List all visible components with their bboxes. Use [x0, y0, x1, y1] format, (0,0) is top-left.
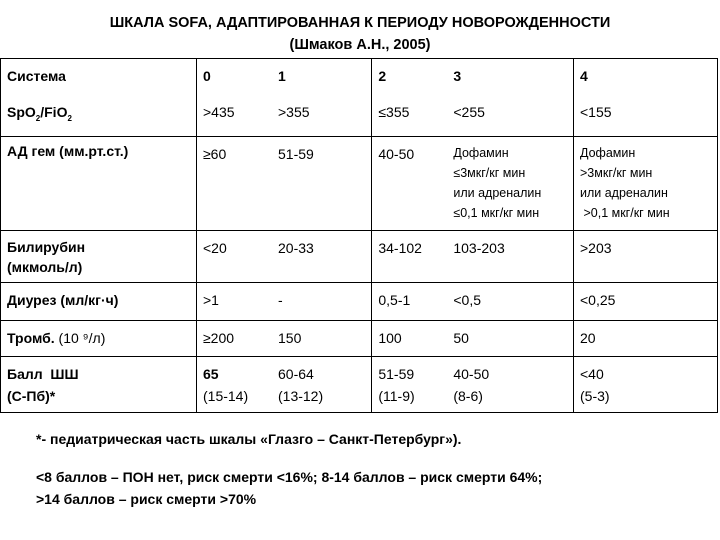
bp-value-4: Дофамин >3мкг/кг мин или адреналин >0,1 мкг/кг мин: [574, 137, 718, 231]
bp-value-0: ≥60: [203, 146, 227, 162]
gcs-range-3: (8-6): [453, 388, 483, 404]
title-line-2: (Шмаков А.Н., 2005): [289, 37, 431, 53]
platelets-value-2: 100: [378, 330, 402, 346]
diuresis-value-3: <0,5: [453, 292, 481, 308]
header-scores-2-3: [372, 59, 574, 137]
gcs-value-3: 40-50: [453, 366, 490, 382]
bilirubin-label: Билирубин (мкмоль/л): [1, 231, 197, 283]
table-row-platelets: [1, 321, 718, 357]
gcs-value-4: <40: [580, 366, 604, 382]
spo2-value-0: >435: [203, 104, 235, 120]
score-2: 2: [378, 68, 387, 84]
diuresis-label: Диурез (мл/кг·ч): [1, 283, 197, 321]
bp-label: АД гем (мм.рт.ст.): [1, 137, 197, 231]
platelets-value-4: 20: [574, 321, 718, 357]
bilirubin-value-2: 34-102: [378, 240, 422, 256]
diuresis-value-0: >1: [203, 292, 219, 308]
table-row-gcs: [1, 357, 718, 413]
spo2-value-3: <255: [453, 104, 485, 120]
notes-section: [36, 428, 706, 510]
gcs-label: Балл ШШ (С-Пб)*: [1, 357, 197, 413]
platelets-label: Тромб. (10 ⁹/л): [1, 321, 197, 357]
table-row-bp: [1, 137, 718, 231]
diuresis-value-2: 0,5-1: [378, 292, 411, 308]
gcs-value-1: 60-64: [278, 366, 314, 382]
platelets-value-1: 150: [278, 330, 302, 346]
score-0: 0: [203, 68, 211, 84]
bilirubin-value-1: 20-33: [278, 240, 314, 256]
header-system-label: Система: [7, 68, 66, 84]
spo2-value-4: <155: [580, 104, 612, 120]
prognosis-line-1: <8 баллов – ПОН нет, риск смерти <16%; 8-14 баллов – риск смерти 64%;: [36, 469, 543, 485]
bp-value-2: 40-50: [378, 146, 415, 162]
header-scores-0-2: [197, 59, 372, 137]
title-line-1: ШКАЛА SOFA, АДАПТИРОВАННАЯ К ПЕРИОДУ НОВОРОЖДЕННОСТИ: [109, 15, 611, 31]
header-score-4: [574, 59, 718, 137]
diuresis-value-1: -: [278, 292, 283, 308]
bilirubin-value-0: <20: [203, 240, 227, 256]
bilirubin-value-3: 103-203: [453, 240, 505, 256]
diuresis-value-4: <0,25: [574, 283, 718, 321]
spo2-value-2: ≤355: [378, 104, 410, 120]
bilirubin-value-4: >203: [574, 231, 718, 283]
bp-value-3: Дофамин ≤3мкг/кг мин или адреналин ≤0,1 мкг/кг мин: [453, 146, 542, 220]
platelets-value-3: 50: [453, 330, 469, 346]
document-title: [0, 12, 720, 56]
gcs-range-2: (11-9): [378, 388, 415, 404]
gcs-value-2: 51-59: [378, 366, 415, 382]
prognosis-line-2: >14 баллов – риск смерти >70%: [36, 491, 257, 507]
footnote: *- педиатрическая часть шкалы «Глазго – Санкт-Петербург»).: [36, 431, 462, 447]
gcs-range-0: (15-14): [203, 388, 249, 404]
gcs-value-0: 65: [203, 366, 219, 382]
sofa-table: [0, 58, 718, 413]
bp-value-1: 51-59: [278, 146, 314, 162]
table-header-row: [1, 59, 718, 137]
platelets-value-0: ≥200: [203, 330, 235, 346]
gcs-range-4: (5-3): [580, 388, 610, 404]
spo2-label: SpO$_2$/FiO$_2$: [7, 104, 72, 123]
header-system-cell: [1, 59, 197, 137]
gcs-range-1: (13-12): [278, 388, 324, 404]
spo2-value-1: >355: [278, 104, 310, 120]
table-row-diuresis: [1, 283, 718, 321]
table-row-bilirubin: [1, 231, 718, 283]
score-1: 1: [278, 68, 286, 84]
score-3: 3: [453, 68, 462, 84]
score-4: 4: [580, 68, 588, 84]
